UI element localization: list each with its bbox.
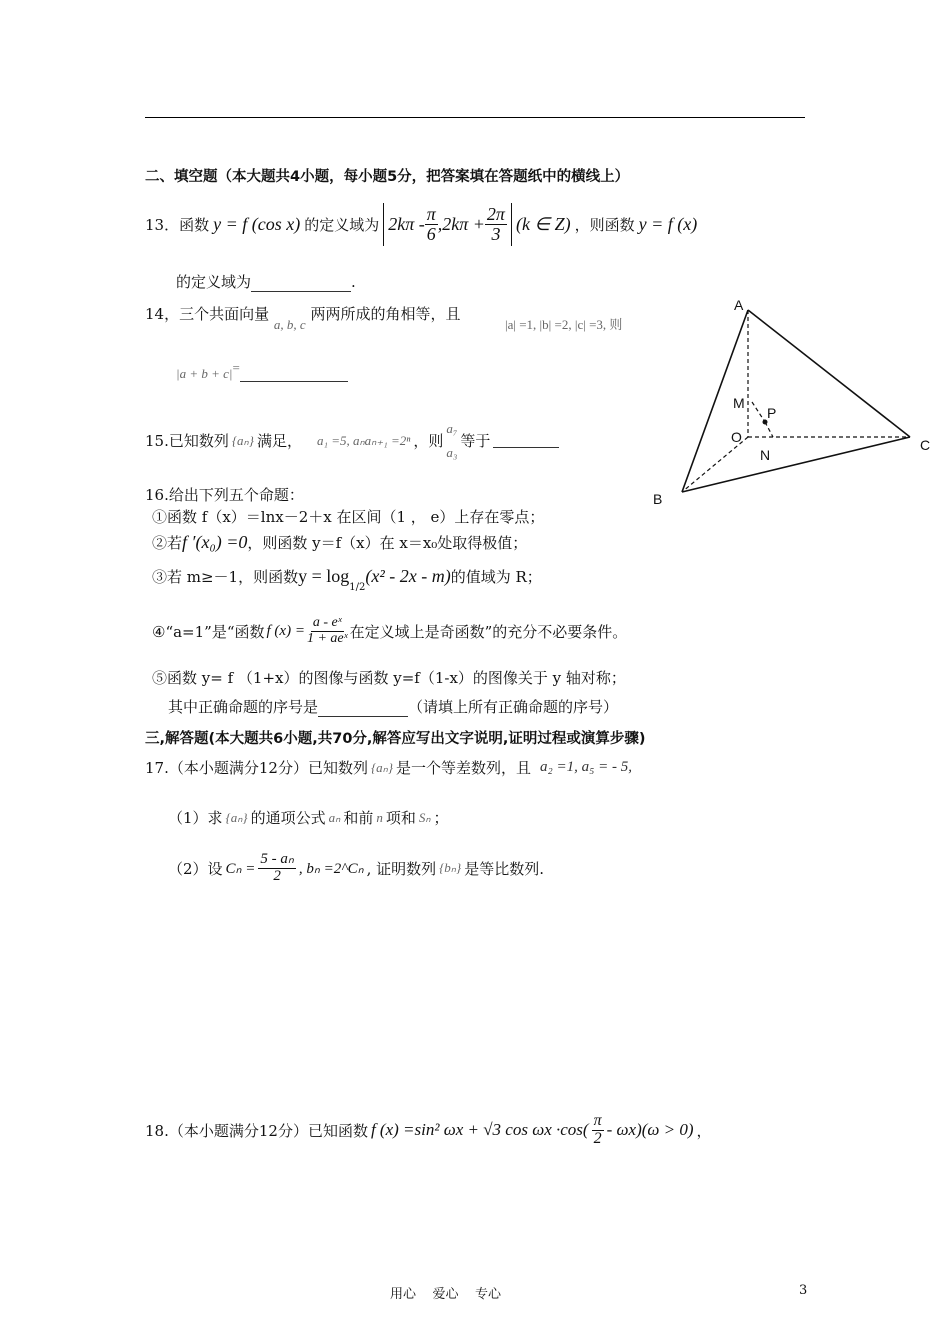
header-rule bbox=[145, 117, 805, 118]
q13-num: 13．函数 bbox=[145, 215, 210, 234]
q13-func2: y = f (x) bbox=[638, 213, 698, 234]
label-N: N bbox=[760, 447, 771, 463]
label-O: O bbox=[731, 429, 742, 445]
segment-PN bbox=[765, 422, 773, 437]
q13-line1 bbox=[145, 203, 697, 246]
q17-head: 17.（本小题满分12分）已知数列 {aₙ} 是一个等差数列，且 a₂ =1, a₅ = - 5, bbox=[145, 759, 632, 777]
label-C: C bbox=[920, 437, 931, 453]
q16-item2: ②若f ′(x₀) =0，则函数 y＝f（x）在 x＝x₀处取得极值； bbox=[152, 532, 528, 552]
q13-answer-blank[interactable] bbox=[251, 277, 351, 292]
label-P: P bbox=[767, 405, 777, 421]
q16-answer-line: 其中正确命题的序号是 （请填上所有正确命题的序号） bbox=[168, 698, 619, 716]
q15-cond: a₁ =5, aₙaₙ₊₁ =2ⁿ bbox=[316, 432, 411, 448]
q15-line: 15.已知数列 {aₙ} 满足， a₁ =5, aₙaₙ₊₁ =2ⁿ ，则 a₇ a₃ 等于 bbox=[145, 422, 559, 459]
q14-line1: 14，三个共面向量 a, b, c 两两所成的角相等，且 bbox=[145, 305, 461, 332]
section2-title: 二、填空题（本大题共4小题，每小题5分，把答案填在答题纸中的横线上） bbox=[145, 169, 630, 185]
q14-cond: |a| =1, |b| =2, |c| =3, 则 bbox=[505, 317, 623, 332]
q18-line: 18.（本小题满分12分）已知函数 f (x) =sin² ωx + √3 cos ωx ·cos( $\frac{\pi}{2}$ - ωx)(ω > 0) ， bbox=[145, 1112, 712, 1147]
q13-frac1: $\frac{\pi}{6}$ bbox=[426, 204, 436, 244]
label-B: B bbox=[653, 491, 663, 507]
q14-expr: |a + b + c| bbox=[176, 366, 233, 381]
q15-seq: {aₙ} bbox=[231, 432, 254, 448]
q16-item1: ①函数 f（x）＝lnx－2＋x 在区间（1 ， e）上存在零点； bbox=[152, 508, 545, 526]
q13-frac2: $\frac{2\pi}{3}$ bbox=[486, 204, 505, 244]
q13-interval bbox=[383, 203, 512, 246]
label-A: A bbox=[734, 297, 744, 313]
label-M: M bbox=[733, 395, 745, 411]
q13-interval-left: 2kπ - bbox=[388, 213, 425, 234]
q16-item3: ③若 m≥－1，则函数 y = log 1/2 (x² - 2x - m) 的值域为 R； bbox=[152, 566, 542, 593]
tetrahedron-figure bbox=[640, 290, 940, 520]
q17-part1: （1）求 {aₙ} 的通项公式 aₙ 和前 n 项和 Sₙ ； bbox=[168, 809, 449, 827]
q14-line2: |a + b + c|= bbox=[176, 364, 348, 382]
q13-line2: 的定义域为 . bbox=[176, 273, 356, 291]
footer-motto: 用心 爱心 专心 bbox=[390, 1287, 502, 1302]
q16-item5: ⑤函数 y= f （1+x）的图像与函数 y=f（1-x）的图像关于 y 轴对称； bbox=[152, 669, 626, 687]
q13-cond: (k ∈ Z) bbox=[515, 213, 571, 234]
edge-BC bbox=[682, 437, 910, 492]
q16-answer-blank[interactable] bbox=[318, 702, 408, 717]
q14-answer-blank[interactable] bbox=[240, 367, 348, 382]
q15-frac: a₇ a₃ bbox=[446, 421, 458, 460]
page-number: 3 bbox=[799, 1283, 808, 1298]
q16-title: 16.给出下列五个命题： bbox=[145, 486, 304, 504]
q13-func1: y = f (cos x) bbox=[213, 213, 301, 234]
q13-text2: ，则函数 bbox=[574, 215, 635, 234]
segment-MP bbox=[752, 402, 765, 422]
q17-part2: （2）设 Cₙ = $\frac{\text{5 - aₙ}}{2}$ , bₙ =2^Cₙ , 证明数列 {bₙ} 是等比数列. bbox=[168, 851, 544, 884]
q13-text1: 的定义域为 bbox=[304, 215, 380, 234]
q15-answer-blank[interactable] bbox=[493, 433, 559, 448]
q14-vectors: a, b, c bbox=[273, 317, 306, 332]
q16-item4: ④“a=1”是“函数 f (x) = $\frac{\text{a - eˣ}}{\text{1 + aeˣ}}$ 在定义域上是奇函数”的充分不必要条件。 bbox=[152, 615, 628, 646]
section3-title: 三,解答题(本大题共6小题,共70分,解答应写出文字说明,证明过程或演算步骤) bbox=[145, 731, 646, 747]
q13-interval-mid: ,2kπ + bbox=[437, 213, 485, 234]
